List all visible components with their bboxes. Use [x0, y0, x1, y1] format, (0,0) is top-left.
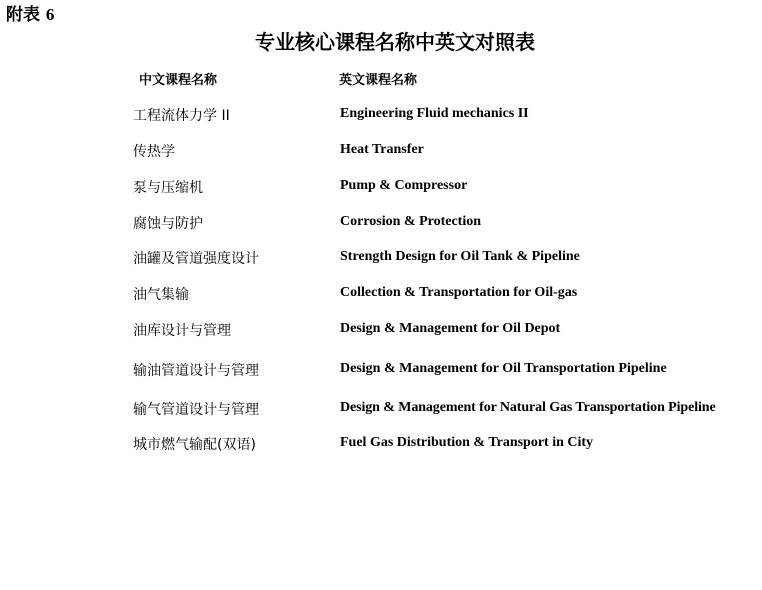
- course-name-english: Pump & Compressor: [340, 178, 468, 193]
- course-name-chinese: 输油管道设计与管理: [133, 363, 259, 379]
- course-name-english: Fuel Gas Distribution & Transport in City: [340, 435, 594, 450]
- course-name-english: Strength Design for Oil Tank & Pipeline: [340, 249, 580, 264]
- course-name-chinese: 城市燃气输配(双语): [133, 437, 256, 453]
- column-header-english: 英文课程名称: [339, 73, 418, 88]
- course-name-english: Design & Management for Natural Gas Transportation Pipeline: [340, 400, 716, 415]
- course-name-chinese: 传热学: [133, 144, 175, 160]
- course-name-chinese: 输气管道设计与管理: [133, 402, 259, 418]
- course-row: [0, 142, 762, 166]
- course-row: [0, 400, 762, 424]
- course-row: [0, 285, 762, 309]
- course-name-english: Corrosion & Protection: [340, 214, 482, 229]
- course-name-chinese: 腐蚀与防护: [133, 216, 203, 232]
- course-name-english: Design & Management for Oil Transportation Pipeline: [340, 361, 667, 376]
- appendix-label-text: 附表: [6, 5, 40, 25]
- column-header-chinese: 中文课程名称: [139, 73, 218, 88]
- course-row: [0, 214, 762, 238]
- course-row: [0, 106, 762, 130]
- course-name-chinese: 油罐及管道强度设计: [133, 251, 259, 267]
- appendix-number: 6: [45, 5, 55, 24]
- course-row: [0, 249, 762, 273]
- course-name-english: Engineering Fluid mechanics II: [340, 106, 529, 121]
- course-name-english: Heat Transfer: [340, 142, 424, 157]
- page-title: 专业核心课程名称中英文对照表: [255, 30, 535, 54]
- course-name-chinese: 工程流体力学 II: [133, 108, 230, 124]
- course-row: [0, 435, 762, 459]
- course-name-english: Collection & Transportation for Oil-gas: [340, 285, 578, 300]
- appendix-label: [6, 4, 54, 26]
- course-row: [0, 361, 762, 385]
- course-name-english: Design & Management for Oil Depot: [340, 321, 561, 336]
- course-row: [0, 178, 762, 202]
- course-name-chinese: 油气集输: [133, 287, 189, 303]
- course-name-chinese: 油库设计与管理: [133, 323, 231, 339]
- course-name-chinese: 泵与压缩机: [133, 180, 203, 196]
- course-row: [0, 321, 762, 345]
